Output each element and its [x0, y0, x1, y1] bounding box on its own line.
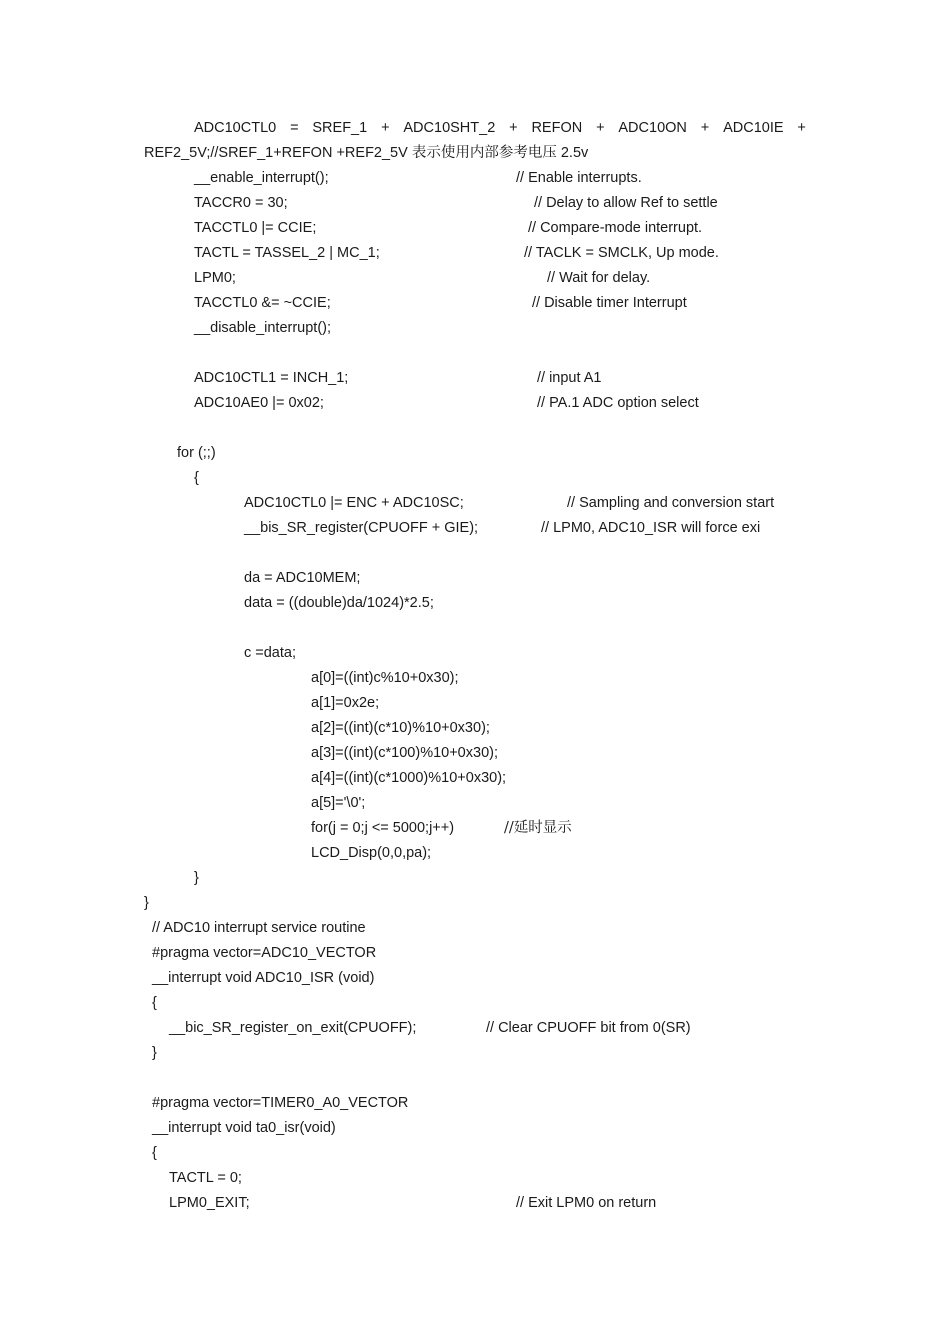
code-line: { [194, 470, 199, 486]
code-comment: // Compare-mode interrupt. [528, 220, 703, 236]
code-line: a[3]=((int)(c*100)%10+0x30); [311, 745, 498, 761]
code-token: + [700, 120, 710, 136]
code-line: ADC10AE0 |= 0x02; [194, 395, 324, 411]
code-line: a[1]=0x2e; [311, 695, 380, 711]
code-line: __interrupt void ta0_isr(void) [152, 1120, 336, 1136]
code-token: SREF_1 [312, 120, 368, 136]
code-token: REFON [531, 120, 583, 136]
code-line: __bis_SR_register(CPUOFF + GIE); [244, 520, 479, 536]
code-line: // ADC10 interrupt service routine [152, 920, 366, 936]
code-line: a[5]='\0'; [311, 795, 366, 811]
code-line: __disable_interrupt(); [194, 320, 332, 336]
code-line: #pragma vector=ADC10_VECTOR [152, 945, 377, 961]
code-line: TACCTL0 &= ~CCIE; [194, 295, 331, 311]
code-line: __interrupt void ADC10_ISR (void) [152, 970, 375, 986]
code-line: c =data; [244, 645, 296, 661]
code-line: for (;;) [177, 445, 216, 461]
code-comment: // PA.1 ADC option select [537, 395, 699, 411]
code-comment: // Wait for delay. [547, 270, 651, 286]
code-line: __enable_interrupt(); [194, 170, 329, 186]
code-line: { [152, 995, 157, 1011]
code-token: ADC10SHT_2 [403, 120, 496, 136]
code-line: TACTL = 0; [169, 1170, 242, 1186]
code-line: TACTL = TASSEL_2 | MC_1; [194, 245, 380, 261]
code-comment: // Enable interrupts. [516, 170, 642, 186]
code-line: ADC10CTL1 = INCH_1; [194, 370, 349, 386]
code-comment: // LPM0, ADC10_ISR will force exi [541, 520, 761, 536]
code-comment: // Disable timer Interrupt [532, 295, 687, 311]
code-comment: // Sampling and conversion start [567, 495, 775, 511]
code-token: ADC10CTL0 [194, 120, 277, 136]
code-token: = [290, 120, 299, 136]
code-text: 2.5v [556, 145, 589, 161]
code-token: + [797, 120, 806, 136]
code-line: { [152, 1145, 157, 1161]
code-line: data = ((double)da/1024)*2.5; [244, 595, 434, 611]
code-token: ADC10IE [723, 120, 784, 136]
code-comment: //延时显示 [504, 820, 572, 836]
code-line: } [144, 895, 149, 911]
code-line: TACCR0 = 30; [194, 195, 288, 211]
code-line: LCD_Disp(0,0,pa); [311, 845, 432, 861]
code-comment: // input A1 [537, 370, 602, 386]
code-comment: // Clear CPUOFF bit from 0(SR) [486, 1020, 691, 1036]
code-text: REF2_5V;//SREF_1+REFON +REF2_5V [144, 145, 412, 161]
code-token: + [381, 120, 390, 136]
code-line: a[4]=((int)(c*1000)%10+0x30); [311, 770, 507, 786]
code-line: a[2]=((int)(c*10)%10+0x30); [311, 720, 490, 736]
code-line-ref-comment [144, 143, 588, 163]
code-cjk-comment: 表示使用内部参考电压 [411, 145, 557, 161]
code-line-adc10ctl0-assign [194, 118, 806, 138]
code-token: ADC10ON [618, 120, 687, 136]
code-line: ADC10CTL0 |= ENC + ADC10SC; [244, 495, 464, 511]
code-line: da = ADC10MEM; [244, 570, 361, 586]
code-token: + [596, 120, 605, 136]
code-comment: // Delay to allow Ref to settle [534, 195, 718, 211]
code-line: LPM0_EXIT; [169, 1195, 250, 1211]
code-line: } [152, 1045, 157, 1061]
code-line: for(j = 0;j <= 5000;j++) [311, 820, 455, 836]
code-line: a[0]=((int)c%10+0x30); [311, 670, 459, 686]
code-comment: // TACLK = SMCLK, Up mode. [524, 245, 719, 261]
code-comment: // Exit LPM0 on return [516, 1195, 657, 1211]
code-line: #pragma vector=TIMER0_A0_VECTOR [152, 1095, 409, 1111]
code-line: __bic_SR_register_on_exit(CPUOFF); [169, 1020, 417, 1036]
code-token: + [509, 120, 518, 136]
code-line: TACCTL0 |= CCIE; [194, 220, 317, 236]
code-line: LPM0; [194, 270, 236, 286]
code-line: } [194, 870, 199, 886]
